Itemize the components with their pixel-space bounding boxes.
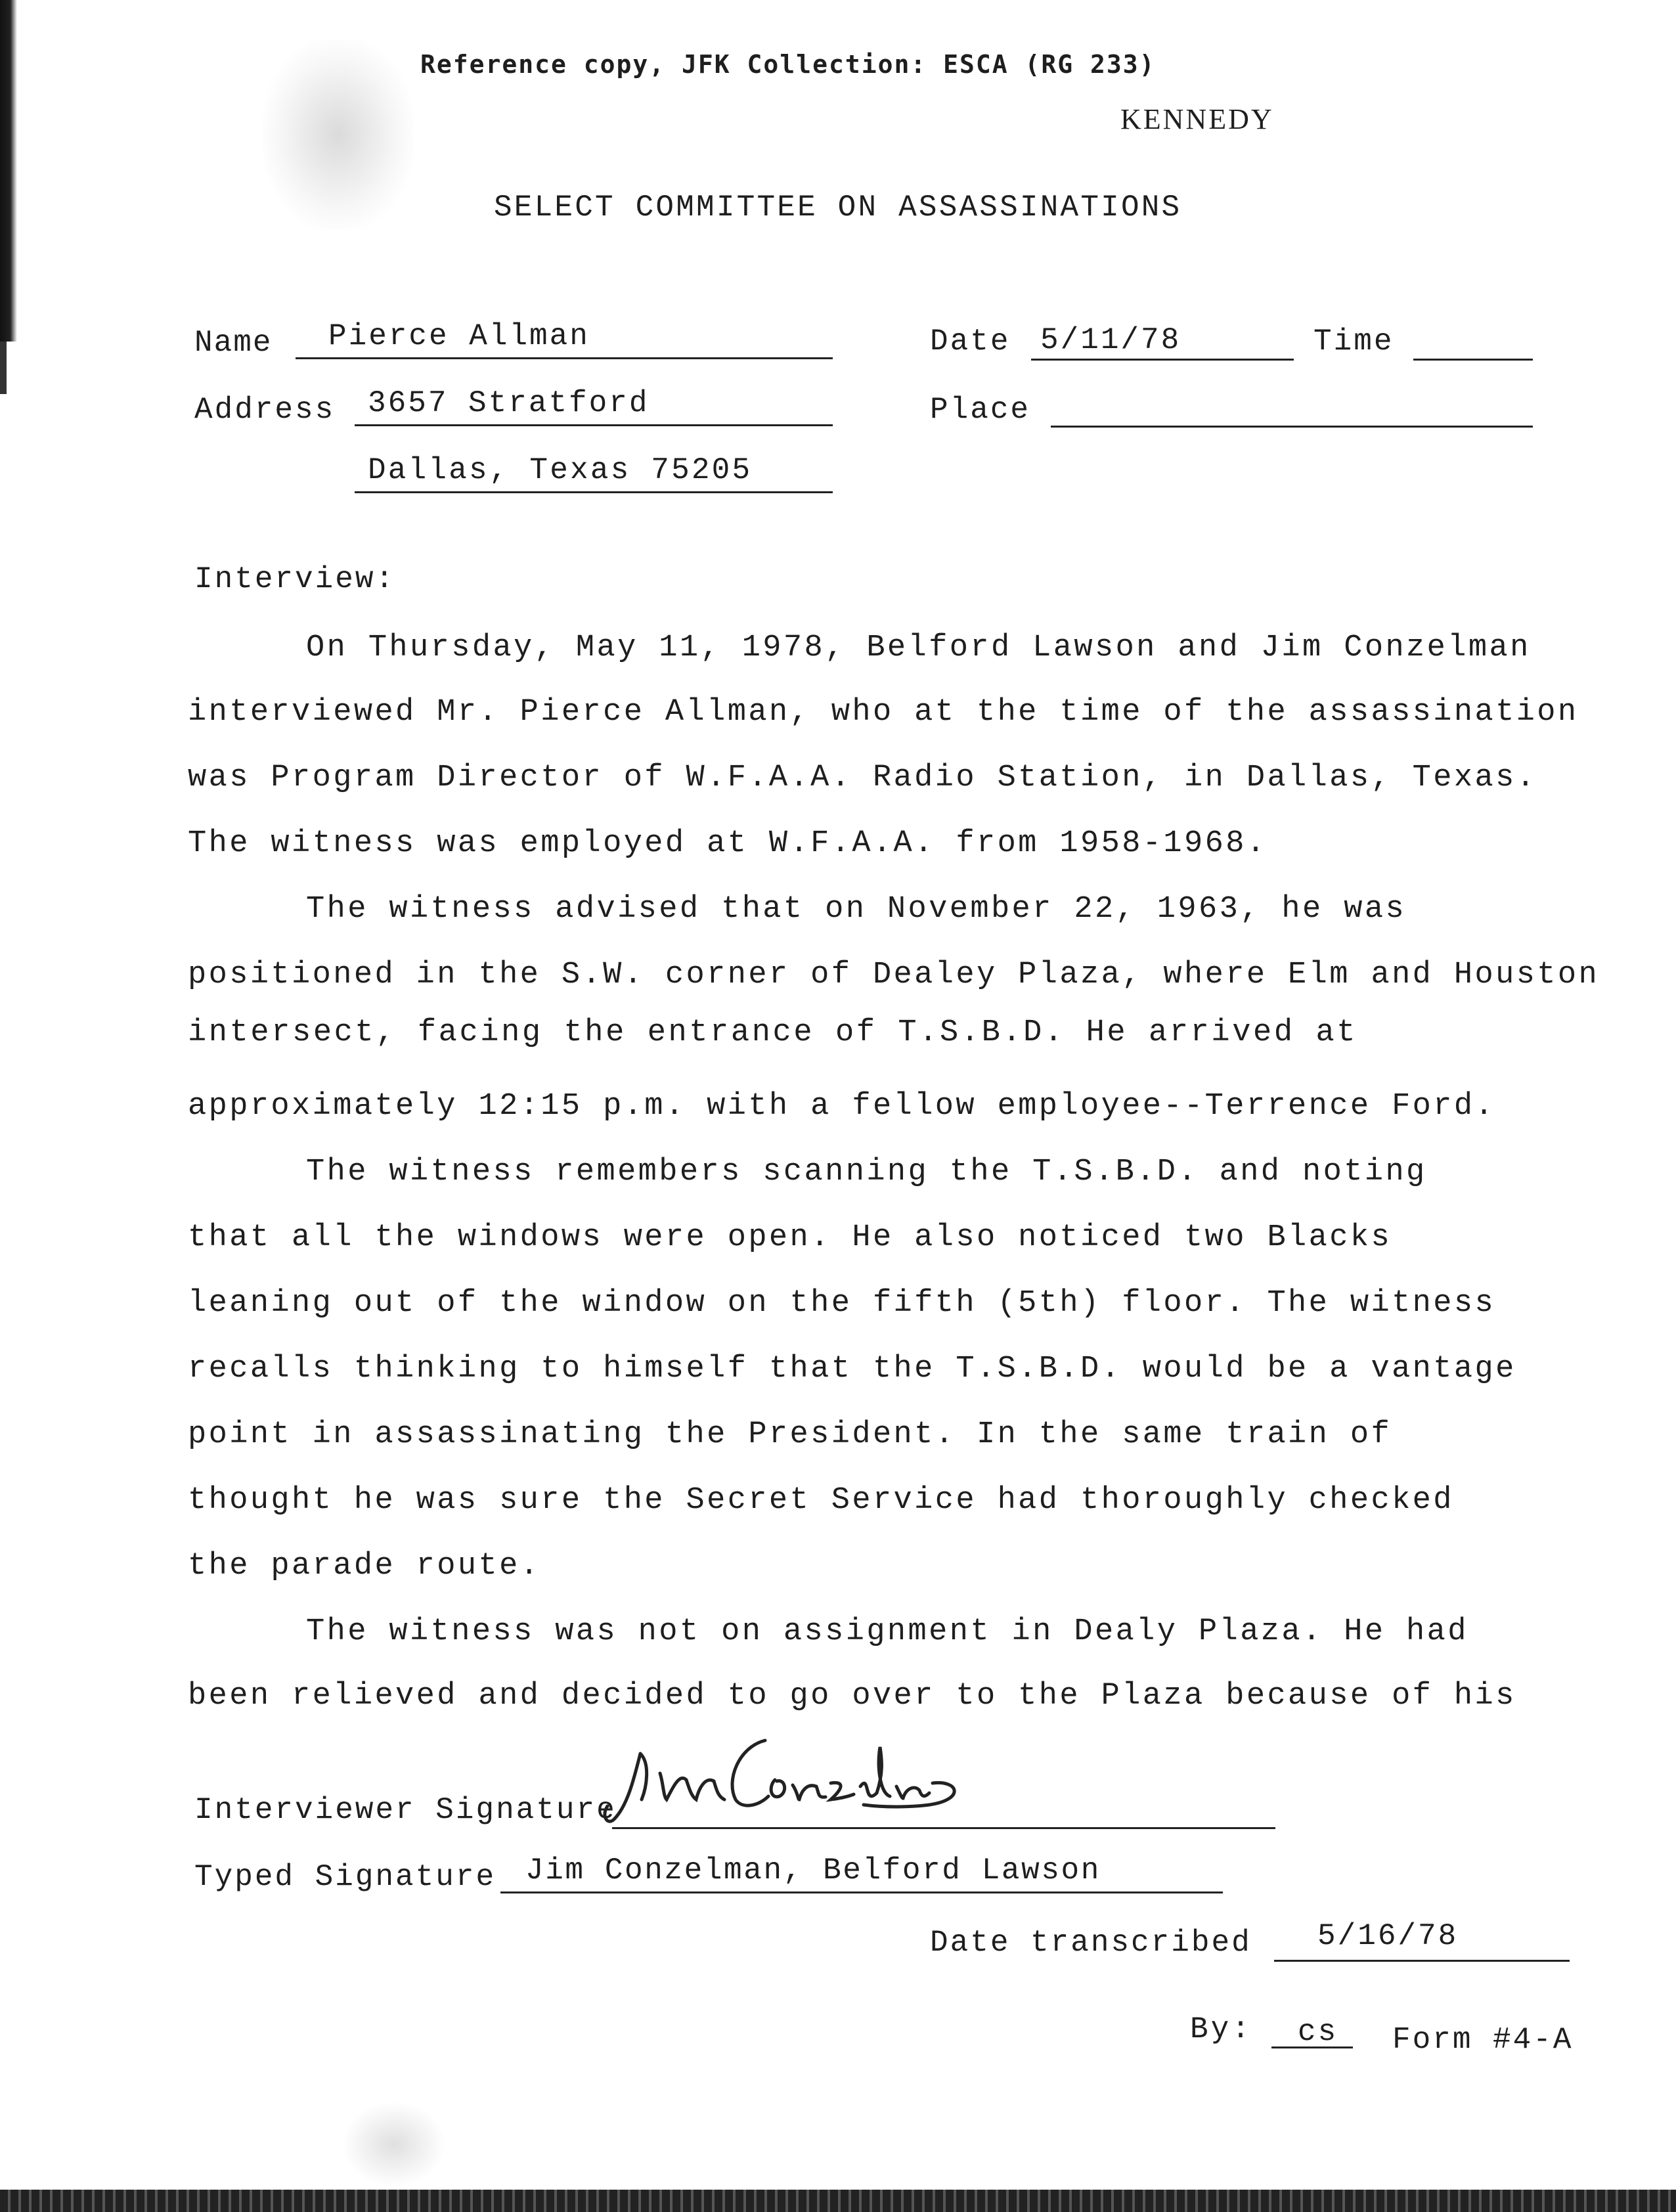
- date-value: 5/11/78: [1040, 323, 1181, 357]
- typed-signature-label: Typed Signature: [194, 1860, 496, 1894]
- place-label: Place: [930, 393, 1031, 427]
- by-value: cs: [1298, 2015, 1338, 2049]
- body-line: approximately 12:15 p.m. with a fellow employee--Terrence Ford.: [188, 1089, 1496, 1124]
- date-transcribed-label: Date transcribed: [930, 1926, 1252, 1960]
- by-underline: [1271, 2046, 1353, 2048]
- time-underline: [1413, 359, 1533, 361]
- case-label: KENNEDY: [1120, 103, 1274, 135]
- name-label: Name: [194, 326, 273, 360]
- scan-bottom-edge: [0, 2190, 1676, 2212]
- name-underline: [296, 357, 833, 359]
- body-line: leaning out of the window on the fifth (5th) floor. The witness: [188, 1286, 1496, 1321]
- address-line1: 3657 Stratford: [368, 386, 650, 420]
- date-transcribed-value: 5/16/78: [1317, 1919, 1459, 1953]
- reference-line: Reference copy, JFK Collection: ESCA (RG 233): [420, 50, 1156, 79]
- body-line: intersect, facing the entrance of T.S.B.D. He arrived at: [188, 1015, 1358, 1050]
- scan-edge-shadow: [0, 0, 17, 342]
- address-label: Address: [194, 393, 336, 427]
- date-transcribed-underline: [1274, 1960, 1570, 1962]
- address-underline-1: [355, 424, 833, 426]
- body-line: point in assassinating the President. In the same train of: [188, 1417, 1392, 1452]
- address-line2: Dallas, Texas 75205: [368, 453, 753, 487]
- by-label: By:: [1190, 2012, 1252, 2046]
- date-label: Date: [930, 324, 1011, 359]
- name-value: Pierce Allman: [328, 319, 590, 353]
- body-line: interviewed Mr. Pierce Allman, who at the time of the assassination: [188, 695, 1579, 730]
- date-underline: [1031, 359, 1294, 361]
- body-line: The witness remembers scanning the T.S.B.D. and noting: [306, 1155, 1427, 1189]
- body-line: that all the windows were open. He also noticed two Blacks: [188, 1220, 1392, 1255]
- body-line: The witness was employed at W.F.A.A. from 1958-1968.: [188, 826, 1268, 861]
- committee-title: SELECT COMMITTEE ON ASSASSINATIONS: [494, 190, 1182, 225]
- interviewer-signature-label: Interviewer Signature: [194, 1793, 617, 1827]
- body-line: the parade route.: [188, 1549, 541, 1583]
- interviewer-signature-underline: [612, 1827, 1275, 1829]
- body-line: positioned in the S.W. corner of Dealey Plaza, where Elm and Houston: [188, 958, 1600, 992]
- body-line: was Program Director of W.F.A.A. Radio Station, in Dallas, Texas.: [188, 761, 1537, 795]
- address-underline-2: [355, 491, 833, 493]
- scan-smudge-top: [263, 39, 414, 230]
- body-line: The witness advised that on November 22, 1963, he was: [306, 892, 1407, 927]
- body-line: The witness was not on assignment in Dealy Plaza. He had: [306, 1614, 1468, 1649]
- scan-smudge-bottom: [342, 2102, 447, 2187]
- scan-edge-shadow-lower: [0, 342, 7, 394]
- typed-signature-underline: [500, 1891, 1223, 1893]
- body-line: recalls thinking to himself that the T.S.B.D. would be a vantage: [188, 1352, 1516, 1386]
- form-label: Form #4-A: [1392, 2023, 1574, 2057]
- typed-signature-value: Jim Conzelman, Belford Lawson: [525, 1853, 1101, 1888]
- body-line: On Thursday, May 11, 1978, Belford Lawson and Jim Conzelman: [306, 630, 1531, 665]
- time-label: Time: [1313, 324, 1394, 359]
- body-line: been relieved and decided to go over to the Plaza because of his: [188, 1679, 1516, 1714]
- place-underline: [1051, 426, 1533, 428]
- body-line: thought he was sure the Secret Service had thoroughly checked: [188, 1483, 1454, 1518]
- interview-heading: Interview:: [194, 562, 396, 596]
- handwritten-signature: [601, 1734, 969, 1832]
